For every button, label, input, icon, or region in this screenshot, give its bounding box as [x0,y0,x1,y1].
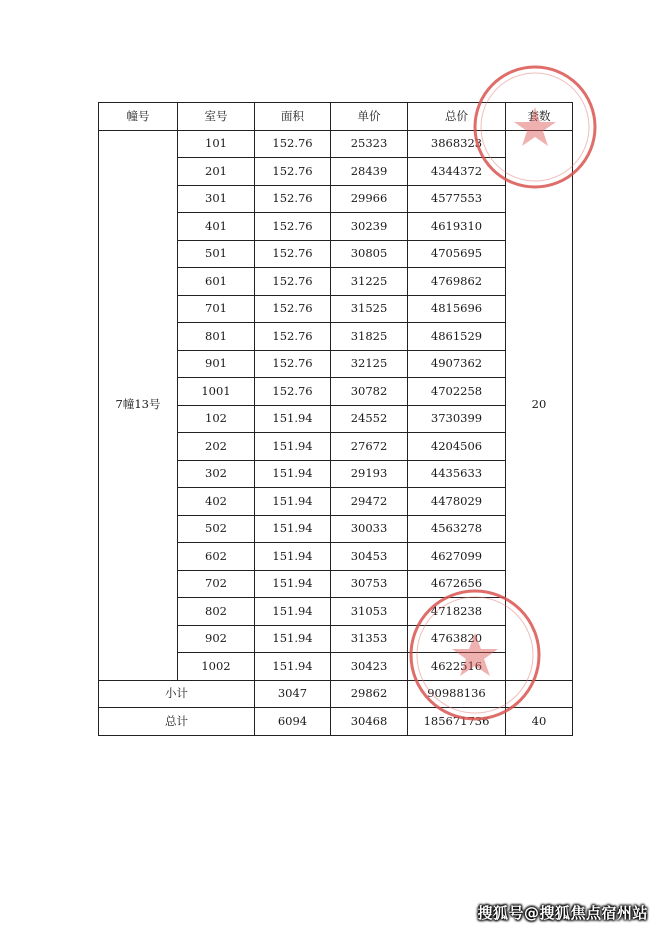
area-cell: 151.94 [255,598,331,626]
room-cell: 702 [178,570,255,598]
price-table [98,102,573,736]
grand-total-unit-price: 30468 [331,708,408,736]
area-cell: 152.76 [255,378,331,406]
total-price-cell: 4344372 [408,158,506,186]
room-cell: 202 [178,433,255,461]
unit-price-cell: 30453 [331,543,408,571]
price-list-sheet [98,102,573,736]
area-cell: 151.94 [255,433,331,461]
unit-price-cell: 25323 [331,130,408,158]
unit-price-cell: 30782 [331,378,408,406]
header-total-price: 总价 [408,103,506,131]
header-units: 套数 [506,103,573,131]
room-cell: 801 [178,323,255,351]
header-unit-price: 单价 [331,103,408,131]
header-row [99,103,573,131]
room-cell: 402 [178,488,255,516]
subtotal-area: 3047 [255,680,331,708]
unit-price-cell: 29193 [331,460,408,488]
total-price-cell: 4627099 [408,543,506,571]
total-price-cell: 4907362 [408,350,506,378]
total-price-cell: 4672656 [408,570,506,598]
area-cell: 151.94 [255,515,331,543]
unit-price-cell: 28439 [331,158,408,186]
unit-price-cell: 30423 [331,653,408,681]
area-cell: 151.94 [255,570,331,598]
unit-price-cell: 31225 [331,268,408,296]
unit-price-cell: 29966 [331,185,408,213]
total-price-cell: 4861529 [408,323,506,351]
room-cell: 102 [178,405,255,433]
total-price-cell: 4702258 [408,378,506,406]
room-cell: 501 [178,240,255,268]
total-price-cell: 4577553 [408,185,506,213]
grand-total-label: 总计 [99,708,255,736]
room-cell: 802 [178,598,255,626]
subtotal-total: 90988136 [408,680,506,708]
subtotal-unit-price: 29862 [331,680,408,708]
unit-price-cell: 30805 [331,240,408,268]
unit-price-cell: 31053 [331,598,408,626]
total-price-cell: 4718238 [408,598,506,626]
unit-price-cell: 27672 [331,433,408,461]
area-cell: 152.76 [255,295,331,323]
total-price-cell: 4619310 [408,213,506,241]
room-cell: 101 [178,130,255,158]
building-cell: 7幢13号 [99,130,178,680]
header-building: 幢号 [99,103,178,131]
grand-total-area: 6094 [255,708,331,736]
room-cell: 1002 [178,653,255,681]
unit-price-cell: 32125 [331,350,408,378]
unit-price-cell: 29472 [331,488,408,516]
watermark-text: 搜狐号@搜狐焦点宿州站 [477,904,648,922]
total-price-cell: 3868323 [408,130,506,158]
room-cell: 502 [178,515,255,543]
room-cell: 401 [178,213,255,241]
room-cell: 1001 [178,378,255,406]
total-price-cell: 4622516 [408,653,506,681]
grand-total-row [99,708,573,736]
unit-price-cell: 24552 [331,405,408,433]
area-cell: 152.76 [255,268,331,296]
room-cell: 701 [178,295,255,323]
total-price-cell: 4435633 [408,460,506,488]
room-cell: 301 [178,185,255,213]
total-price-cell: 4478029 [408,488,506,516]
area-cell: 152.76 [255,350,331,378]
grand-total-total: 185671736 [408,708,506,736]
area-cell: 152.76 [255,240,331,268]
units-count-cell: 20 [506,130,573,680]
header-room: 室号 [178,103,255,131]
unit-price-cell: 30239 [331,213,408,241]
total-price-cell: 4763820 [408,625,506,653]
total-price-cell: 4563278 [408,515,506,543]
table-row [99,130,573,158]
room-cell: 201 [178,158,255,186]
total-price-cell: 3730399 [408,405,506,433]
area-cell: 152.76 [255,158,331,186]
area-cell: 151.94 [255,543,331,571]
area-cell: 151.94 [255,653,331,681]
unit-price-cell: 30033 [331,515,408,543]
grand-total-units: 40 [506,708,573,736]
subtotal-units-empty [506,680,573,708]
subtotal-row [99,680,573,708]
subtotal-label: 小计 [99,680,255,708]
area-cell: 151.94 [255,625,331,653]
room-cell: 602 [178,543,255,571]
area-cell: 151.94 [255,488,331,516]
area-cell: 151.94 [255,460,331,488]
total-price-cell: 4815696 [408,295,506,323]
area-cell: 152.76 [255,323,331,351]
area-cell: 152.76 [255,130,331,158]
unit-price-cell: 31353 [331,625,408,653]
total-price-cell: 4769862 [408,268,506,296]
area-cell: 152.76 [255,185,331,213]
header-area: 面积 [255,103,331,131]
room-cell: 901 [178,350,255,378]
room-cell: 601 [178,268,255,296]
total-price-cell: 4204506 [408,433,506,461]
unit-price-cell: 31825 [331,323,408,351]
room-cell: 902 [178,625,255,653]
total-price-cell: 4705695 [408,240,506,268]
unit-price-cell: 30753 [331,570,408,598]
room-cell: 302 [178,460,255,488]
area-cell: 152.76 [255,213,331,241]
unit-price-cell: 31525 [331,295,408,323]
area-cell: 151.94 [255,405,331,433]
